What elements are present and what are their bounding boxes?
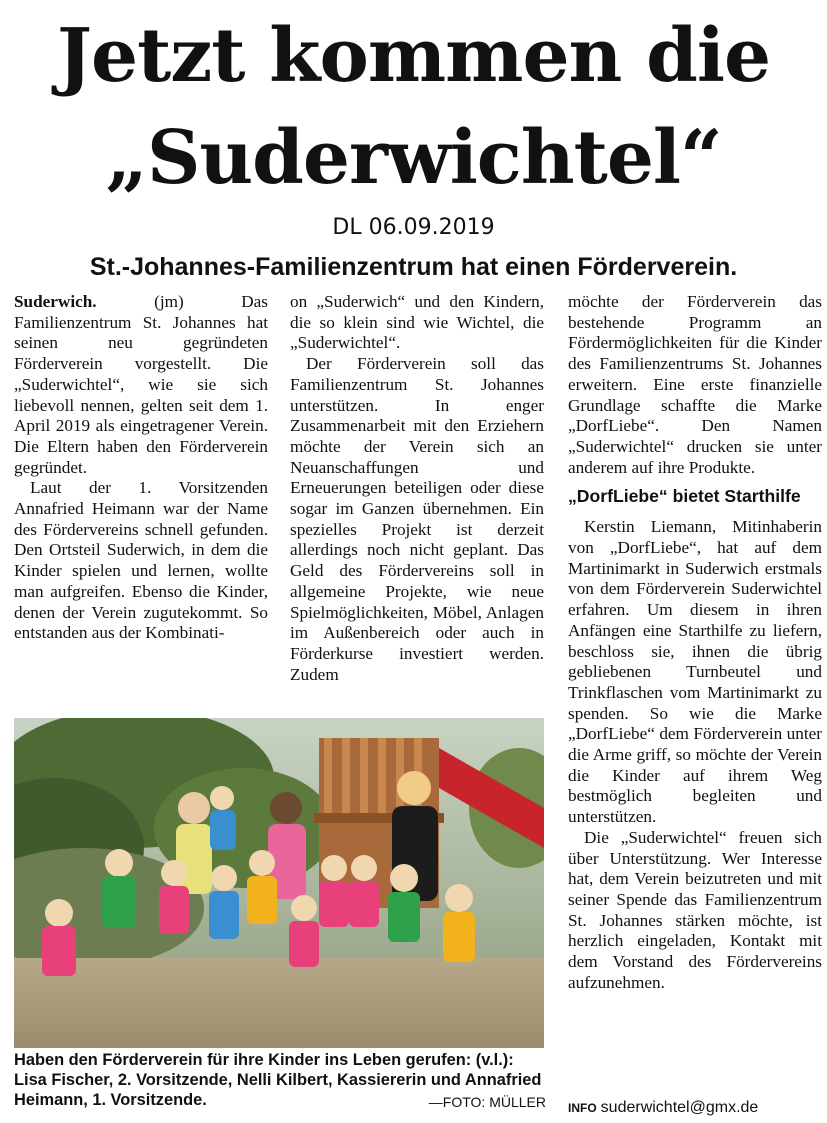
photo-caption <box>14 1050 546 1112</box>
subheadline: St.-Johannes-Familienzentrum hat einen Förderverein. <box>89 253 738 281</box>
photo-credit: —FOTO: MÜLLER <box>428 1094 546 1110</box>
paragraph: Laut der 1. Vorsitzenden Annafried Heimann war der Name des Fördervereins schnell gefunden. Den Ortsteil Suderwich, in dem die Kinder spielen und lernen, wollte man aufgreifen. Ebenso die Kinder, denen der Verein zugutekommt. So entstanden aus der Kombinati- <box>14 478 268 643</box>
article-column-1 <box>14 292 268 644</box>
article-column-2 <box>290 292 544 685</box>
info-label: INFO <box>568 1101 597 1115</box>
paragraph: möchte der Förderverein das bestehende Programm an Fördermöglichkeiten für die Kinder des Familienzentrums St. Johannes erweitern. Eine erste finanzielle Grundlage schaffte die Marke „DorfLiebe“. Den Namen „Suderwichtel“ drucken sie unter anderem auf ihre Produkte. <box>568 292 822 477</box>
headline-line-1: Jetzt kommen die <box>56 13 771 99</box>
paragraph <box>14 292 268 478</box>
paragraph: Kerstin Liemann, Mitinhaberin von „DorfLiebe“, hat auf dem Martinimarkt in Suderwich erstmals von dem Förderverein Suderwichtel erfahren. Um diesem in ihren Anfängen eine Starthilfe zu liefern, beschloss sie, ihnen die übrig gebliebenen Turnbeutel und Trinkflaschen vom Martinimarkt zu spenden. So wie die Marke „DorfLiebe“ dem Förderverein unter die Arme griff, so möchte der Verein die Kinder auf ihrem Weg bestmöglich begleiten und unterstützen. <box>568 517 822 827</box>
paragraph: on „Suderwich“ und den Kindern, die so klein sind wie Wichtel, die „Suderwichtel“. <box>290 292 544 353</box>
paragraph: Die „Suderwichtel“ freuen sich über Unterstützung. Wer Interesse hat, dem Verein beizutreten und mit seiner Spende das Familienzentrum St. Johannes stärken möchte, ist herzlich eingeladen, Kontakt mit dem Vorstand des Fördervereins aufzunehmen. <box>568 827 822 992</box>
contact-email: suderwichtel@gmx.de <box>600 1099 759 1116</box>
article-column-3 <box>568 292 822 994</box>
group-photo <box>14 718 544 1048</box>
caption-text: Haben den Förderverein für ihre Kinder ins Leben gerufen: (v.l.): Lisa Fischer, 2. Vorsitzende, Nelli Kilbert, Kassiererin und Annafried Heimann, 1. Vorsitzende. <box>14 1051 542 1109</box>
headline-line-2: „Suderwichtel“ <box>105 115 722 201</box>
paragraph: Der Förderverein soll das Familienzentrum St. Johannes unterstützen. In enger Zusammenarbeit mit den Erziehern möchte der Verein sich an Neuanschaffungen und Erneuerungen beteiligen oder diese sogar im Ganzen übernehmen. Ein spezielles Projekt ist derzeit allerdings noch nicht geplant. Das Geld des Fördervereins soll in allgemeine Projekte, wie neue Spielmöglichkeiten, Möbel, Anlagen im Außenbereich oder auch in Förderkurse investiert werden. Zudem <box>290 354 544 684</box>
dateline: DL 06.09.2019 <box>332 215 495 240</box>
info-box <box>568 1098 758 1118</box>
paragraph-text: (jm) Das Familienzentrum St. Johannes hat seinen neu gegründeten Förderverein vorgestellt. Die „Suderwichtel“, wie sie sich liebevoll nennen, gelten seit dem 1. April 2019 als eingetragener Verein. Die Eltern haben den Förderverein gegründet. <box>14 292 268 477</box>
section-subheading: „DorfLiebe“ bietet Starthilfe <box>568 486 801 507</box>
lead-place: Suderwich. <box>14 292 97 311</box>
